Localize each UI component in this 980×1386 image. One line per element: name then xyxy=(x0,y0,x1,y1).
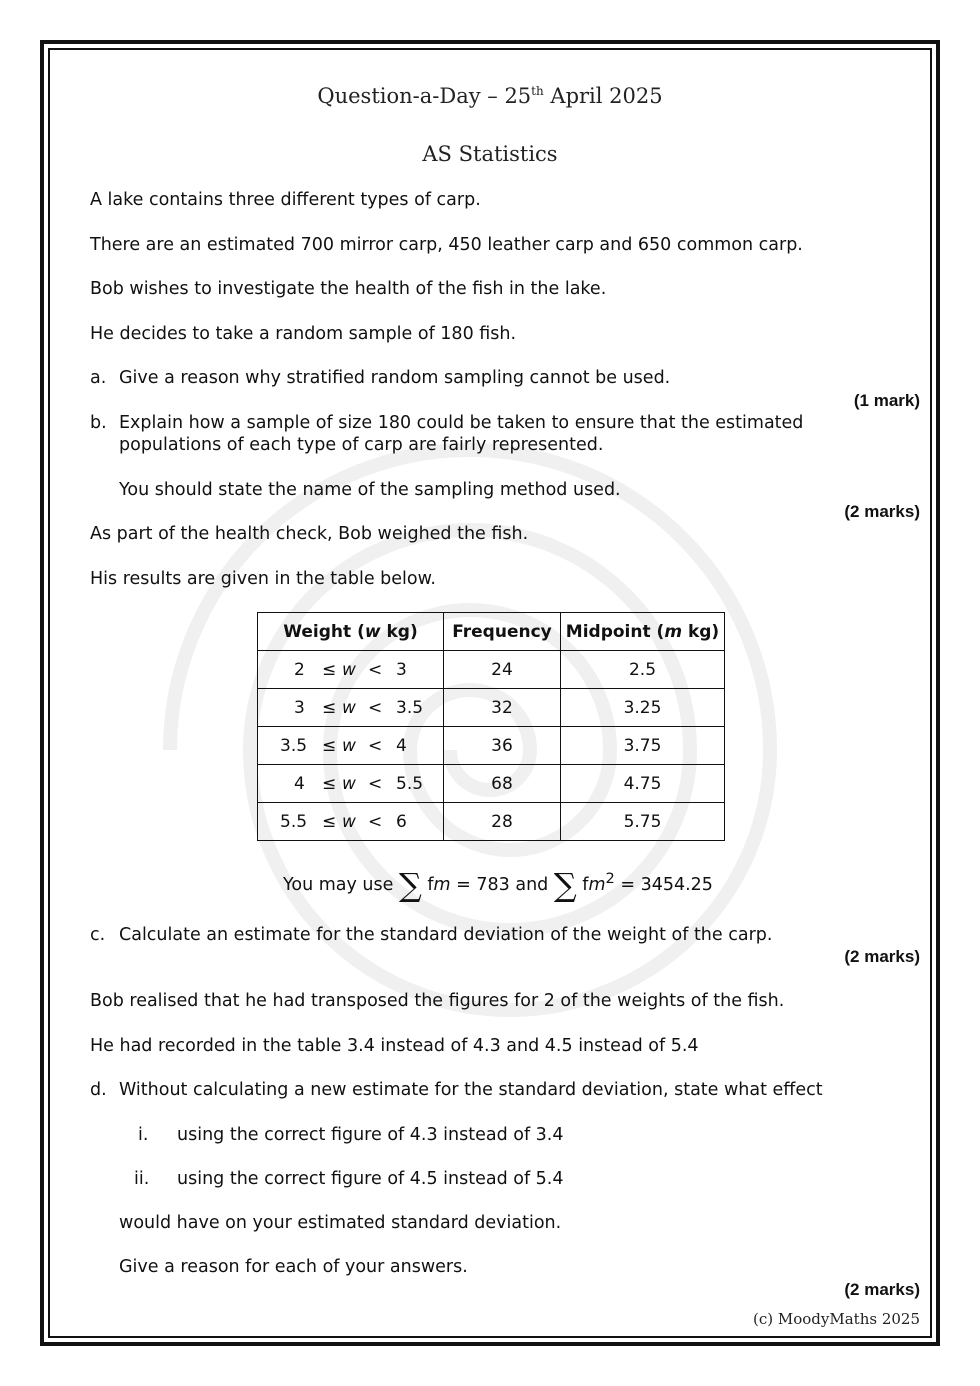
question-d-text-2: would have on your estimated standard deviation. xyxy=(119,1213,562,1233)
weight-range-cell: 2 ≤ w < 3 xyxy=(258,651,444,689)
header-frequency: Frequency xyxy=(444,613,561,651)
sigma-symbol: ∑ xyxy=(553,866,577,904)
question-d-label: d. xyxy=(90,1080,107,1100)
intro-line-3: Bob wishes to investigate the health of the fish in the lake. xyxy=(90,279,607,299)
question-b-label: b. xyxy=(90,413,107,433)
question-a-marks: (1 mark) xyxy=(853,391,920,410)
table-row xyxy=(258,651,725,689)
transposed-line: Bob realised that he had transposed the figures for 2 of the weights of the fish. xyxy=(90,991,785,1011)
frequency-cell: 68 xyxy=(444,765,561,803)
question-a-label: a. xyxy=(90,368,107,388)
frequency-cell: 24 xyxy=(444,651,561,689)
title-text: Question-a-Day – 25 xyxy=(317,84,532,108)
question-d-text-3: Give a reason for each of your answers. xyxy=(119,1257,468,1277)
question-c-marks: (2 marks) xyxy=(844,947,920,966)
question-b-text-2: You should state the name of the sampling method used. xyxy=(119,480,621,500)
question-d-marks: (2 marks) xyxy=(844,1280,920,1299)
question-d-ii-label: ii. xyxy=(134,1169,150,1189)
sum-fm-value: = 783 and xyxy=(450,875,554,895)
intro-line-2: There are an estimated 700 mirror carp, 450 leather carp and 650 common carp. xyxy=(90,235,803,255)
summation-hint: You may use ∑ fm = 783 and ∑ $fm^2 = 3454.25$ xyxy=(283,866,713,904)
title-date-end: April 2025 xyxy=(543,84,663,108)
intro-line-1: A lake contains three different types of carp. xyxy=(90,190,481,210)
question-d-ii-text: using the correct figure of 4.5 instead of 5.4 xyxy=(177,1169,564,1189)
health-check-line: As part of the health check, Bob weighed the fish. xyxy=(90,524,529,544)
intro-line-4: He decides to take a random sample of 180 fish. xyxy=(90,324,517,344)
table-row xyxy=(258,765,725,803)
question-d-text: Without calculating a new estimate for the standard deviation, state what effect xyxy=(119,1080,823,1100)
table-row xyxy=(258,689,725,727)
copyright-footer: (c) MoodyMaths 2025 xyxy=(753,1310,920,1328)
question-b-marks: (2 marks) xyxy=(844,502,920,521)
frequency-cell: 32 xyxy=(444,689,561,727)
weight-range-cell: 3.5 ≤ w < 4 xyxy=(258,727,444,765)
midpoint-cell: 2.5 xyxy=(561,651,725,689)
summation-intro: You may use xyxy=(283,875,399,895)
recorded-line: He had recorded in the table 3.4 instead of 4.3 and 4.5 instead of 5.4 xyxy=(90,1036,699,1056)
page-title xyxy=(0,84,980,108)
weight-table xyxy=(257,612,725,841)
question-c-text: Calculate an estimate for the standard deviation of the weight of the carp. xyxy=(119,925,773,945)
page-subtitle: AS Statistics xyxy=(422,142,558,166)
midpoint-cell: 4.75 xyxy=(561,765,725,803)
table-header-row xyxy=(258,613,725,651)
midpoint-cell: 3.75 xyxy=(561,727,725,765)
question-c-label: c. xyxy=(90,925,106,945)
table-row xyxy=(258,803,725,841)
header-weight: Weight (w kg) xyxy=(258,613,444,651)
weight-range-cell: 3 ≤ w < 3.5 xyxy=(258,689,444,727)
midpoint-cell: 3.25 xyxy=(561,689,725,727)
weight-range-cell: 4 ≤ w < 5.5 xyxy=(258,765,444,803)
table-row xyxy=(258,727,725,765)
title-superscript: th xyxy=(531,84,544,98)
midpoint-cell: 5.75 xyxy=(561,803,725,841)
sum-fm2-value: = 3454.25 xyxy=(614,875,713,895)
question-d-i-label: i. xyxy=(138,1125,149,1145)
frequency-cell: 28 xyxy=(444,803,561,841)
results-line: His results are given in the table below. xyxy=(90,569,436,589)
question-b-text: Explain how a sample of size 180 could be taken to ensure that the estimated populations of each type of carp are fairly represented. xyxy=(119,413,804,455)
question-d-i-text: using the correct figure of 4.3 instead of 3.4 xyxy=(177,1125,564,1145)
question-a-text: Give a reason why stratified random sampling cannot be used. xyxy=(119,368,671,388)
header-midpoint: Midpoint (m kg) xyxy=(561,613,725,651)
sigma-symbol: ∑ xyxy=(398,866,422,904)
frequency-cell: 36 xyxy=(444,727,561,765)
weight-range-cell: 5.5 ≤ w < 6 xyxy=(258,803,444,841)
